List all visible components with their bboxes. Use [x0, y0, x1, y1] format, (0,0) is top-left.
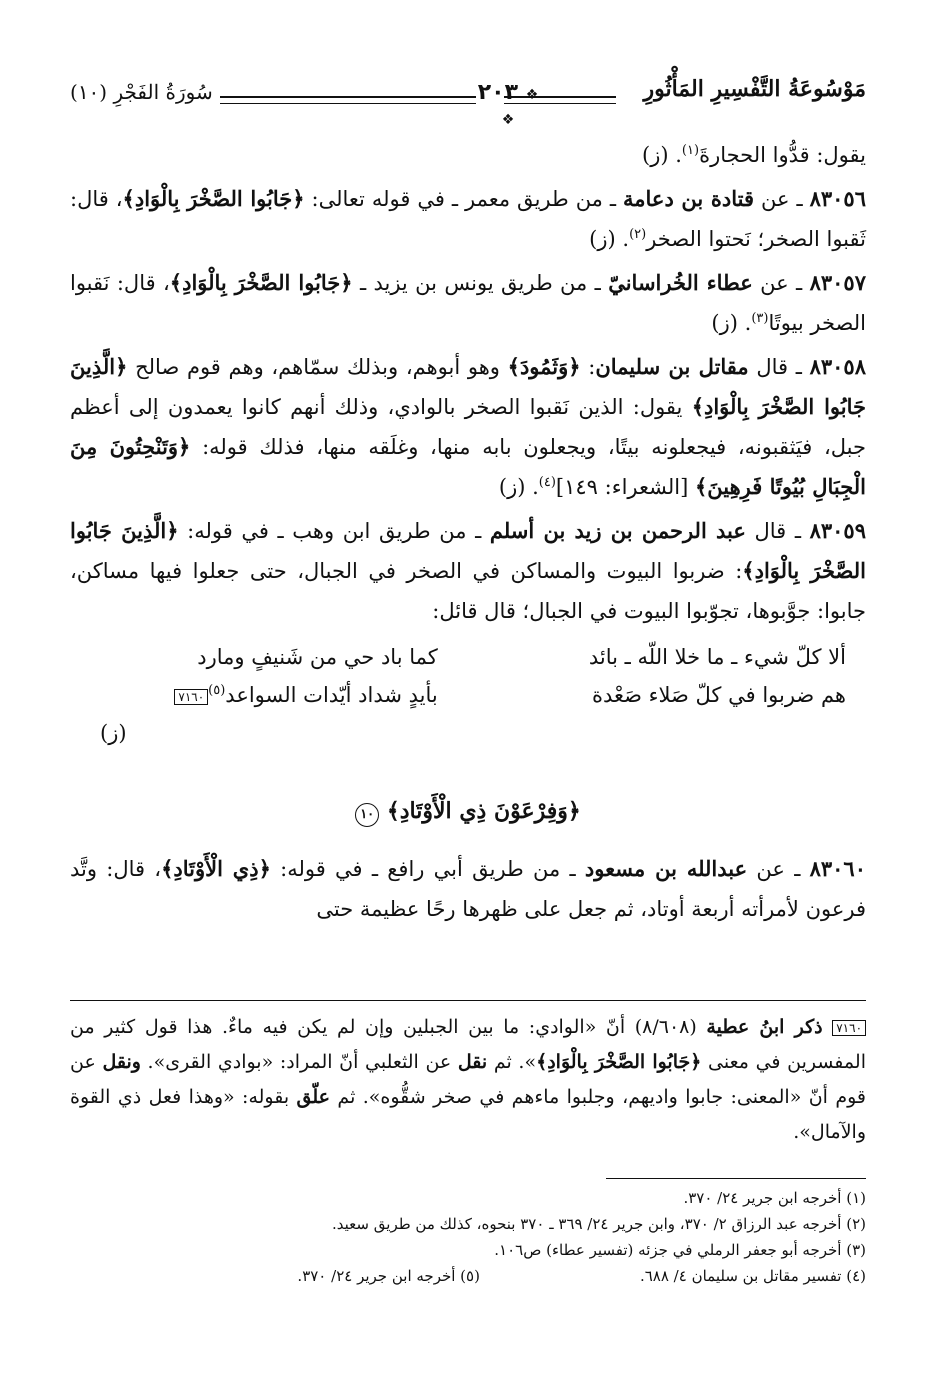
quran-quote: ﴿الَّذِينَ جَابُوا الصَّخْرَ بِالْوَادِ﴾ — [70, 518, 867, 583]
narration-number: ٨٣٠٥٨ — [809, 354, 866, 379]
narration-83059: ٨٣٠٥٩ ـ قال عبد الرحمن بن زيد بن أسلم ـ من طريق ابن وهب ـ في قوله: ﴿الَّذِينَ جَابُوا الصَّخْرَ بِالْوَادِ﴾: ضربوا البيوت والمساكن في الصخر في الجبال، حتى جعلوا فيها مساكن، جابوا: جوَّبوها، تجوّبوا البيوت في الجبال؛ قال قائل: — [70, 518, 867, 623]
narration-83056: ٨٣٠٥٦ ـ عن قتادة بن دعامة ـ من طريق معمر ـ في قوله تعالى: ﴿جَابُوا الصَّخْرَ بِالْوَادِ﴾، قال: ثَقبوا الصخر؛ نَحتوا الصخر$^{(٢)}$. (ز) — [70, 186, 866, 251]
narration-number: ٨٣٠٥٩ — [809, 518, 866, 543]
quran-quote: ﴿الَّذِينَ جَابُوا الصَّخْرَ بِالْوَادِ﴾ — [70, 354, 867, 419]
quran-quote: ﴿جَابُوا الصَّخْرَ بِالْوَادِ﴾ — [122, 186, 305, 211]
poem — [70, 637, 866, 753]
note-ref-box: ٧١٦٠ — [174, 689, 208, 705]
narrator-name: قتادة بن دعامة — [623, 186, 754, 211]
note-ref-box: ٧١٦٠ — [832, 1020, 866, 1036]
narration-number: ٨٣٠٦٠ — [809, 856, 866, 881]
footnote: (٥) أخرجه ابن جرير ٢٤/ ٣٧٠. — [297, 1267, 480, 1285]
ornament-icon: ❖ — [501, 112, 515, 128]
main-text — [70, 135, 866, 933]
quran-quote: ﴿ذِي الْأَوْتَادِ﴾ — [161, 856, 271, 881]
narration-83060: ٨٣٠٦٠ ـ عن عبدالله بن مسعود ـ من طريق أبي رافع ـ في قوله: ﴿ذِي الْأَوْتَادِ﴾، قال: وتَّد فرعون لأمرأته أربعة أوتاد، ثم جعل على ظهرها رحًا عظيمة حتى — [70, 856, 866, 921]
surah-label: سُورَةُ الفَجْرِ (١٠) — [70, 80, 213, 104]
running-header — [70, 72, 866, 128]
ayah-number-icon: ١٠ — [355, 803, 379, 827]
narrator-name: عطاء الخُراسانيّ — [608, 270, 753, 295]
header-rule-left — [220, 96, 476, 104]
poem-line — [70, 675, 866, 713]
footnotes — [70, 1185, 866, 1289]
quran-quote: ﴿جَابُوا الصَّخْرَ بِالْوَادِ﴾ — [169, 270, 353, 295]
ornament-icon: ❖ — [525, 87, 539, 103]
editorial-note: ٧١٦٠ ذكر ابنُ عطية (٨/٦٠٨) أنّ «الوادي: ما بين الجبلين وإن لم يكن فيه ماءٌ. هذا قول كثير من المفسرين في معنى ﴿جَابُوا الصَّخْرَ بِالْوَادِ﴾». ثم نقل عن الثعلبي أنّ المراد: «بوادي القرى». ونقل عن قوم أنّ «المعنى: جابوا واديهم، وجلبوا ماءهم في صخر شقُّوه». ثم علّق بقوله: «وهذا فعل ذي القوة والآمال». — [70, 1016, 866, 1143]
source-marker: (ز) — [100, 721, 127, 745]
narrator-name: عبد الرحمن بن زيد بن أسلم — [489, 518, 746, 543]
footnote: (٢) أخرجه عبد الرزاق ٢/ ٣٧٠، وابن جرير ٢٤/ ٣٦٩ ـ ٣٧٠ بنحوه، كذلك من طريق سعيد. — [332, 1215, 866, 1233]
footnote-row — [70, 1263, 866, 1289]
book-page — [70, 60, 866, 1360]
footnote-separator — [606, 1178, 866, 1179]
paragraph-continuation: يقول: قدُّوا الحجارةَ$^{(١)}$. (ز) — [642, 143, 866, 167]
narration-83058: ٨٣٠٥٨ ـ قال مقاتل بن سليمان: ﴿وَثَمُودَ﴾ وهو أبوهم، وبذلك سمّاهم، وهم قوم صالح ﴿الَّذِينَ جَابُوا الصَّخْرَ بِالْوَادِ﴾ يقول: الذين نَقبوا الصخر بالوادي، وذلك أنهم كانوا يعمدون إلى أعظم جبل، فيَثقبونه، فيجعلونه بيتًا، ويجعلون بابه منها، وغلَقه منها، فذلك قوله: ﴿وَتَنْحِتُونَ مِنَ الْجِبَالِ بُيُوتًا فَرِهِينَ﴾ [الشعراء: ١٤٩]$^{(٤)}$. (ز) — [70, 354, 867, 499]
poem-hemistich: كما باد حي من شَنيفٍ ومارد — [197, 645, 438, 669]
poem-hemistich: ألا كلّ شيء ـ ما خلا اللّه ـ بائد — [588, 645, 846, 669]
narration-83057: ٨٣٠٥٧ ـ عن عطاء الخُراسانيّ ـ من طريق يونس بن يزيد ـ ﴿جَابُوا الصَّخْرَ بِالْوَادِ﴾، قال: نَقبوا الصخر بيوتًا$^{(٣)}$. (ز) — [70, 270, 866, 335]
book-title: مَوْسُوعَةُ التَّفْسِيرِ المَأْثُورِ — [643, 76, 866, 102]
narrator-name: مقاتل بن سليمان — [595, 354, 749, 379]
narration-number: ٨٣٠٥٦ — [809, 186, 866, 211]
footnote-ref: (٢) — [629, 227, 647, 242]
poem-hemistich: هم ضربوا في كلّ صَلاء صَعْدة — [591, 683, 846, 707]
footnote-ref: (٣) — [751, 311, 769, 326]
footnote: (٤) تفسير مقاتل بن سليمان ٤/ ٦٨٨. — [639, 1267, 866, 1285]
quran-quote: ﴿وَثَمُودَ﴾ — [507, 354, 581, 379]
footnote-ref: (٥) — [208, 683, 226, 698]
page-number: ❖ ٢٠٣ ❖ — [477, 80, 539, 128]
narrator-name: عبدالله بن مسعود — [584, 856, 748, 881]
quran-quote: ﴿وَتَنْحِتُونَ مِنَ الْجِبَالِ بُيُوتًا فَرِهِينَ﴾ — [70, 434, 866, 499]
verse-heading: ﴿وَفِرْعَوْنَ ذِي الْأَوْتَادِ﴾ ١٠ — [70, 791, 866, 831]
note-separator — [70, 1000, 866, 1001]
footnote: (١) أخرجه ابن جرير ٢٤/ ٣٧٠. — [683, 1189, 866, 1207]
quran-quote: ﴿جَابُوا الصَّخْرَ بِالْوَادِ﴾ — [536, 1051, 702, 1073]
narration-number: ٨٣٠٥٧ — [809, 270, 866, 295]
poem-line — [70, 637, 866, 675]
footnote-ref: (٤) — [538, 475, 556, 490]
footnote: (٣) أخرجه أبو جعفر الرملي في جزئه (تفسير عطاء) ص١٠٦. — [494, 1241, 866, 1259]
poem-hemistich: بأيدٍ شداد أيّدات السواعد$^{(٥)}$٧١٦٠ — [90, 675, 438, 713]
surah-reference: [الشعراء: ١٤٩] — [555, 475, 695, 499]
